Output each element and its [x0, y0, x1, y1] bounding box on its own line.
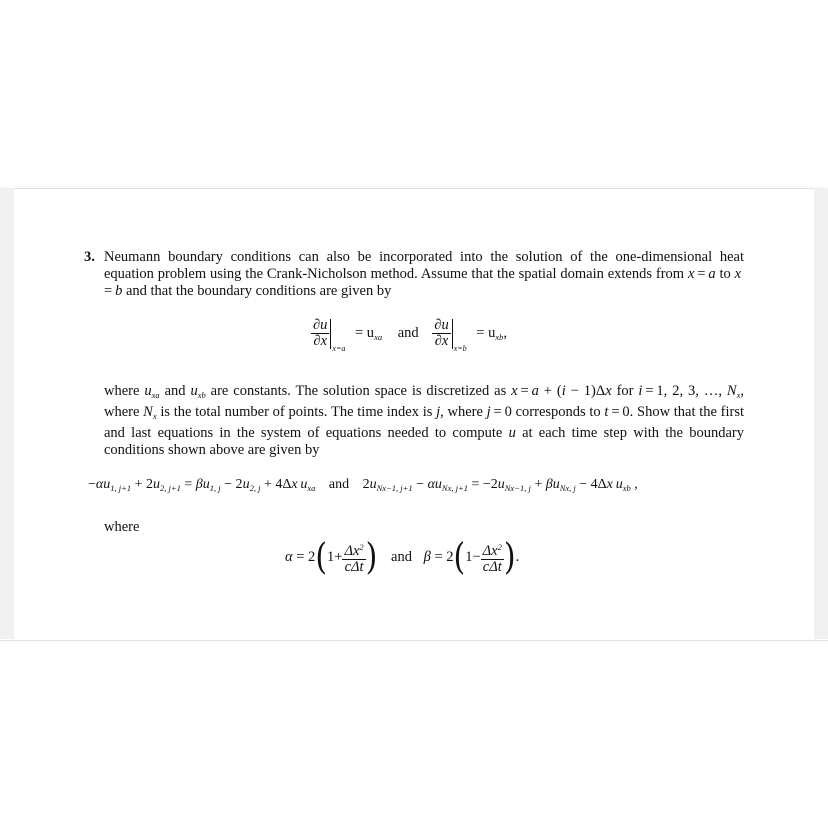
- eval-point-right: x=b: [453, 343, 467, 353]
- parameter-definitions: [285, 535, 520, 578]
- first-equation: $-\alpha u_{1, j+1} + 2u_{2, j+1} = \beta u_{1, j} - 2u_{2, j} + 4\Delta x$ $u_{xa}$: [88, 477, 316, 493]
- equations-connector: and: [328, 477, 350, 492]
- last-equation: $2u_{Nx-1, j+1} - \alpha u_{Nx, j+1} = -2u_{Nx-1, j} + \beta u_{Nx, j} - 4\Delta x$ $u_{xb}$ ,: [362, 477, 638, 493]
- system-equations: [88, 477, 638, 493]
- bc-right-rhs: = $u_{xb}$,: [476, 324, 507, 342]
- bc-left-rhs: = $u_{xa}$: [355, 324, 383, 342]
- partial-derivative-right: $\frac{\partial u}{\partial x}$: [434, 317, 449, 349]
- discretization-paragraph: where $u_{xa}$ and $u_{xb}$ are constants. The solution space is discretized as x = a + (i − 1)Δx for i = 1, 2, 3, …, $N_x$, where $N_x$ is the total number of points. The time index is j, where j = 0 corresponds to t = 0. Show that the first and last equations in the system of equations needed to compute u at each time step with the boundary conditions shown above are given by: [104, 383, 745, 458]
- problem-number: 3.: [84, 249, 95, 265]
- page-edge-left: [0, 188, 14, 639]
- bc-connector: and: [397, 324, 419, 341]
- evaluation-bar: [452, 319, 453, 349]
- partial-derivative-left: $\frac{\partial u}{\partial x}$: [313, 317, 328, 349]
- eval-point-left: x=a: [332, 343, 346, 353]
- boundary-conditions-equation: [311, 318, 507, 353]
- background-top: [0, 0, 828, 188]
- page-edge-right: [814, 188, 828, 639]
- definitions-connector: and: [391, 548, 412, 565]
- where-label: where: [104, 519, 140, 535]
- alpha-definition: α = 2(1+ $\frac{\Delta x^2}{\text{cΔt}}$ ): [285, 535, 378, 578]
- beta-definition: β = 2(1− $\frac{\Delta x^2}{\text{cΔt}}$ ).: [423, 535, 520, 578]
- problem-statement: Neumann boundary conditions can also be incorporated into the solution of the one-dimensional heat equation problem using the Crank-Nicholson method. Assume that the spatial domain extends from x = a to x = b and that the boundary conditions are given by: [104, 249, 744, 299]
